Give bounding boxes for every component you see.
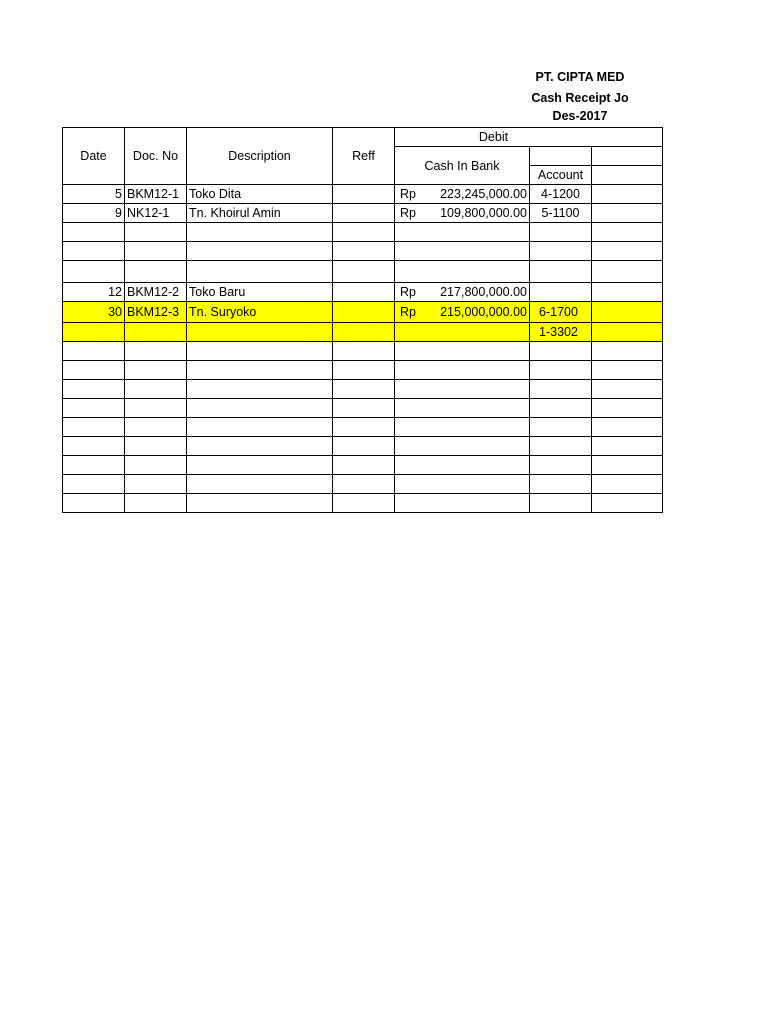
cell-account[interactable] bbox=[530, 418, 592, 437]
cell-description[interactable]: Tn. Suryoko bbox=[187, 302, 333, 323]
table-row bbox=[63, 418, 663, 437]
header-debit-cell[interactable] bbox=[395, 128, 663, 147]
cell-description[interactable] bbox=[187, 475, 333, 494]
header-account[interactable]: Account bbox=[530, 166, 592, 185]
cell-reff[interactable] bbox=[333, 475, 395, 494]
cell-reff[interactable] bbox=[333, 494, 395, 513]
cell-account[interactable] bbox=[530, 399, 592, 418]
cell-doc-no[interactable] bbox=[125, 437, 187, 456]
cell-date[interactable] bbox=[63, 342, 125, 361]
cell-description[interactable]: Toko Dita bbox=[187, 185, 333, 204]
cell-date[interactable] bbox=[63, 494, 125, 513]
header-blank-cell[interactable] bbox=[592, 147, 663, 166]
cell-date[interactable]: 12 bbox=[63, 283, 125, 302]
currency-label: Rp bbox=[400, 187, 416, 201]
cell-blank[interactable] bbox=[592, 302, 663, 323]
table-row bbox=[63, 456, 663, 475]
cell-date[interactable] bbox=[63, 437, 125, 456]
cell-account[interactable] bbox=[530, 242, 592, 261]
cell-date[interactable] bbox=[63, 361, 125, 380]
currency-label: Rp bbox=[400, 285, 416, 299]
cell-blank[interactable] bbox=[592, 204, 663, 223]
cell-account[interactable] bbox=[530, 342, 592, 361]
cell-cash-in-bank[interactable] bbox=[395, 185, 530, 204]
cell-reff[interactable] bbox=[333, 185, 395, 204]
cell-blank[interactable] bbox=[592, 437, 663, 456]
cell-doc-no[interactable] bbox=[125, 456, 187, 475]
cell-account[interactable]: 4-1200 bbox=[530, 185, 592, 204]
table-row bbox=[63, 283, 663, 302]
cell-description[interactable] bbox=[187, 456, 333, 475]
cell-date[interactable] bbox=[63, 323, 125, 342]
header-debit: Debit bbox=[478, 130, 509, 144]
header-reff[interactable]: Reff bbox=[333, 128, 395, 185]
cell-doc-no[interactable] bbox=[125, 261, 187, 283]
cell-blank[interactable] bbox=[592, 185, 663, 204]
cell-reff[interactable] bbox=[333, 283, 395, 302]
table-row bbox=[63, 494, 663, 513]
cell-description[interactable] bbox=[187, 418, 333, 437]
cell-blank[interactable] bbox=[592, 494, 663, 513]
cell-description[interactable] bbox=[187, 242, 333, 261]
cell-cash-in-bank[interactable] bbox=[395, 302, 530, 323]
cell-reff[interactable] bbox=[333, 261, 395, 283]
cell-reff[interactable] bbox=[333, 418, 395, 437]
cell-doc-no[interactable] bbox=[125, 380, 187, 399]
cell-blank[interactable] bbox=[592, 223, 663, 242]
cell-cash-in-bank[interactable] bbox=[395, 283, 530, 302]
table-row bbox=[63, 261, 663, 283]
table-row bbox=[63, 204, 663, 223]
cell-reff[interactable] bbox=[333, 456, 395, 475]
cell-cash-in-bank[interactable] bbox=[395, 204, 530, 223]
cell-account[interactable] bbox=[530, 494, 592, 513]
table-row bbox=[63, 380, 663, 399]
cell-doc-no[interactable]: BKM12-2 bbox=[125, 283, 187, 302]
cell-doc-no[interactable] bbox=[125, 323, 187, 342]
cell-doc-no[interactable] bbox=[125, 418, 187, 437]
cell-cash-in-bank[interactable] bbox=[395, 418, 530, 437]
table-row bbox=[63, 302, 663, 323]
cell-date[interactable] bbox=[63, 261, 125, 283]
cell-blank[interactable] bbox=[592, 283, 663, 302]
cell-reff[interactable] bbox=[333, 302, 395, 323]
cell-account[interactable] bbox=[530, 456, 592, 475]
cell-account[interactable] bbox=[530, 475, 592, 494]
table-row bbox=[63, 342, 663, 361]
cell-reff[interactable] bbox=[333, 361, 395, 380]
cell-reff[interactable] bbox=[333, 399, 395, 418]
cell-account[interactable]: 1-3302 bbox=[530, 323, 592, 342]
cell-date[interactable] bbox=[63, 418, 125, 437]
cell-date[interactable] bbox=[63, 380, 125, 399]
cell-blank[interactable] bbox=[592, 242, 663, 261]
cell-description[interactable] bbox=[187, 494, 333, 513]
header-doc-no[interactable]: Doc. No bbox=[125, 128, 187, 185]
journal-title: Cash Receipt Jo bbox=[531, 91, 629, 105]
cell-blank[interactable] bbox=[592, 456, 663, 475]
cell-date[interactable] bbox=[63, 242, 125, 261]
cell-reff[interactable] bbox=[333, 380, 395, 399]
cell-doc-no[interactable]: BKM12-3 bbox=[125, 302, 187, 323]
cell-blank[interactable] bbox=[592, 342, 663, 361]
cell-cash-in-bank[interactable] bbox=[395, 223, 530, 242]
table-row bbox=[63, 323, 663, 342]
cell-description[interactable] bbox=[187, 223, 333, 242]
cell-doc-no[interactable] bbox=[125, 361, 187, 380]
cell-blank[interactable] bbox=[592, 361, 663, 380]
cell-account[interactable] bbox=[530, 283, 592, 302]
cell-blank[interactable] bbox=[592, 475, 663, 494]
header-description[interactable]: Description bbox=[187, 128, 333, 185]
table-row bbox=[63, 361, 663, 380]
cell-doc-no[interactable] bbox=[125, 242, 187, 261]
cell-cash-in-bank[interactable] bbox=[395, 475, 530, 494]
cell-cash-in-bank[interactable] bbox=[395, 261, 530, 283]
cell-account[interactable] bbox=[530, 361, 592, 380]
cell-description[interactable] bbox=[187, 399, 333, 418]
cell-blank[interactable] bbox=[592, 399, 663, 418]
cell-doc-no[interactable] bbox=[125, 223, 187, 242]
company-title: PT. CIPTA MED bbox=[535, 70, 625, 84]
header-blank-cell[interactable] bbox=[530, 147, 592, 166]
cell-cash-in-bank[interactable] bbox=[395, 380, 530, 399]
cell-description[interactable] bbox=[187, 361, 333, 380]
cell-blank[interactable] bbox=[592, 261, 663, 283]
cell-cash-in-bank[interactable] bbox=[395, 342, 530, 361]
cell-description[interactable] bbox=[187, 342, 333, 361]
header-date[interactable]: Date bbox=[63, 128, 125, 185]
cell-reff[interactable] bbox=[333, 323, 395, 342]
cell-account[interactable]: 5-1100 bbox=[530, 204, 592, 223]
cell-doc-no[interactable]: NK12-1 bbox=[125, 204, 187, 223]
cell-description[interactable]: Tn. Khoirul Amin bbox=[187, 204, 333, 223]
cell-reff[interactable] bbox=[333, 242, 395, 261]
cell-account[interactable] bbox=[530, 437, 592, 456]
cell-description[interactable] bbox=[187, 323, 333, 342]
amount-value: 109,800,000.00 bbox=[440, 206, 527, 220]
cell-doc-no[interactable]: BKM12-1 bbox=[125, 185, 187, 204]
cell-date[interactable]: 5 bbox=[63, 185, 125, 204]
header-cash-in-bank[interactable]: Cash In Bank bbox=[395, 147, 530, 185]
cell-date[interactable]: 30 bbox=[63, 302, 125, 323]
cell-account[interactable] bbox=[530, 261, 592, 283]
cell-doc-no[interactable] bbox=[125, 399, 187, 418]
cell-description[interactable] bbox=[187, 380, 333, 399]
cell-date[interactable]: 9 bbox=[63, 204, 125, 223]
cell-cash-in-bank[interactable] bbox=[395, 361, 530, 380]
cell-cash-in-bank[interactable] bbox=[395, 242, 530, 261]
cell-doc-no[interactable] bbox=[125, 342, 187, 361]
cell-date[interactable] bbox=[63, 456, 125, 475]
amount-value: 223,245,000.00 bbox=[440, 187, 527, 201]
currency-label: Rp bbox=[400, 206, 416, 220]
table-row bbox=[63, 399, 663, 418]
cell-cash-in-bank[interactable] bbox=[395, 456, 530, 475]
cell-account[interactable] bbox=[530, 223, 592, 242]
cell-cash-in-bank[interactable] bbox=[395, 399, 530, 418]
amount-value: 215,000,000.00 bbox=[440, 305, 527, 319]
cell-account[interactable] bbox=[530, 380, 592, 399]
cell-description[interactable]: Toko Baru bbox=[187, 283, 333, 302]
table-row bbox=[63, 242, 663, 261]
header-blank-cell[interactable] bbox=[592, 166, 663, 185]
cell-account[interactable]: 6-1700 bbox=[530, 302, 592, 323]
amount-value: 217,800,000.00 bbox=[440, 285, 527, 299]
cell-date[interactable] bbox=[63, 399, 125, 418]
cell-reff[interactable] bbox=[333, 342, 395, 361]
table-row bbox=[63, 437, 663, 456]
cell-description[interactable] bbox=[187, 261, 333, 283]
cell-doc-no[interactable] bbox=[125, 475, 187, 494]
journal-table bbox=[62, 127, 663, 513]
cell-blank[interactable] bbox=[592, 323, 663, 342]
cell-cash-in-bank[interactable] bbox=[395, 437, 530, 456]
cell-reff[interactable] bbox=[333, 204, 395, 223]
table-row bbox=[63, 475, 663, 494]
cell-doc-no[interactable] bbox=[125, 494, 187, 513]
cell-date[interactable] bbox=[63, 475, 125, 494]
cell-cash-in-bank[interactable] bbox=[395, 494, 530, 513]
cell-reff[interactable] bbox=[333, 437, 395, 456]
currency-label: Rp bbox=[400, 305, 416, 319]
cell-blank[interactable] bbox=[592, 418, 663, 437]
cell-cash-in-bank[interactable] bbox=[395, 323, 530, 342]
cell-description[interactable] bbox=[187, 437, 333, 456]
table-row bbox=[63, 223, 663, 242]
cell-date[interactable] bbox=[63, 223, 125, 242]
cell-blank[interactable] bbox=[592, 380, 663, 399]
table-row bbox=[63, 185, 663, 204]
period-title: Des-2017 bbox=[552, 109, 608, 123]
cell-reff[interactable] bbox=[333, 223, 395, 242]
